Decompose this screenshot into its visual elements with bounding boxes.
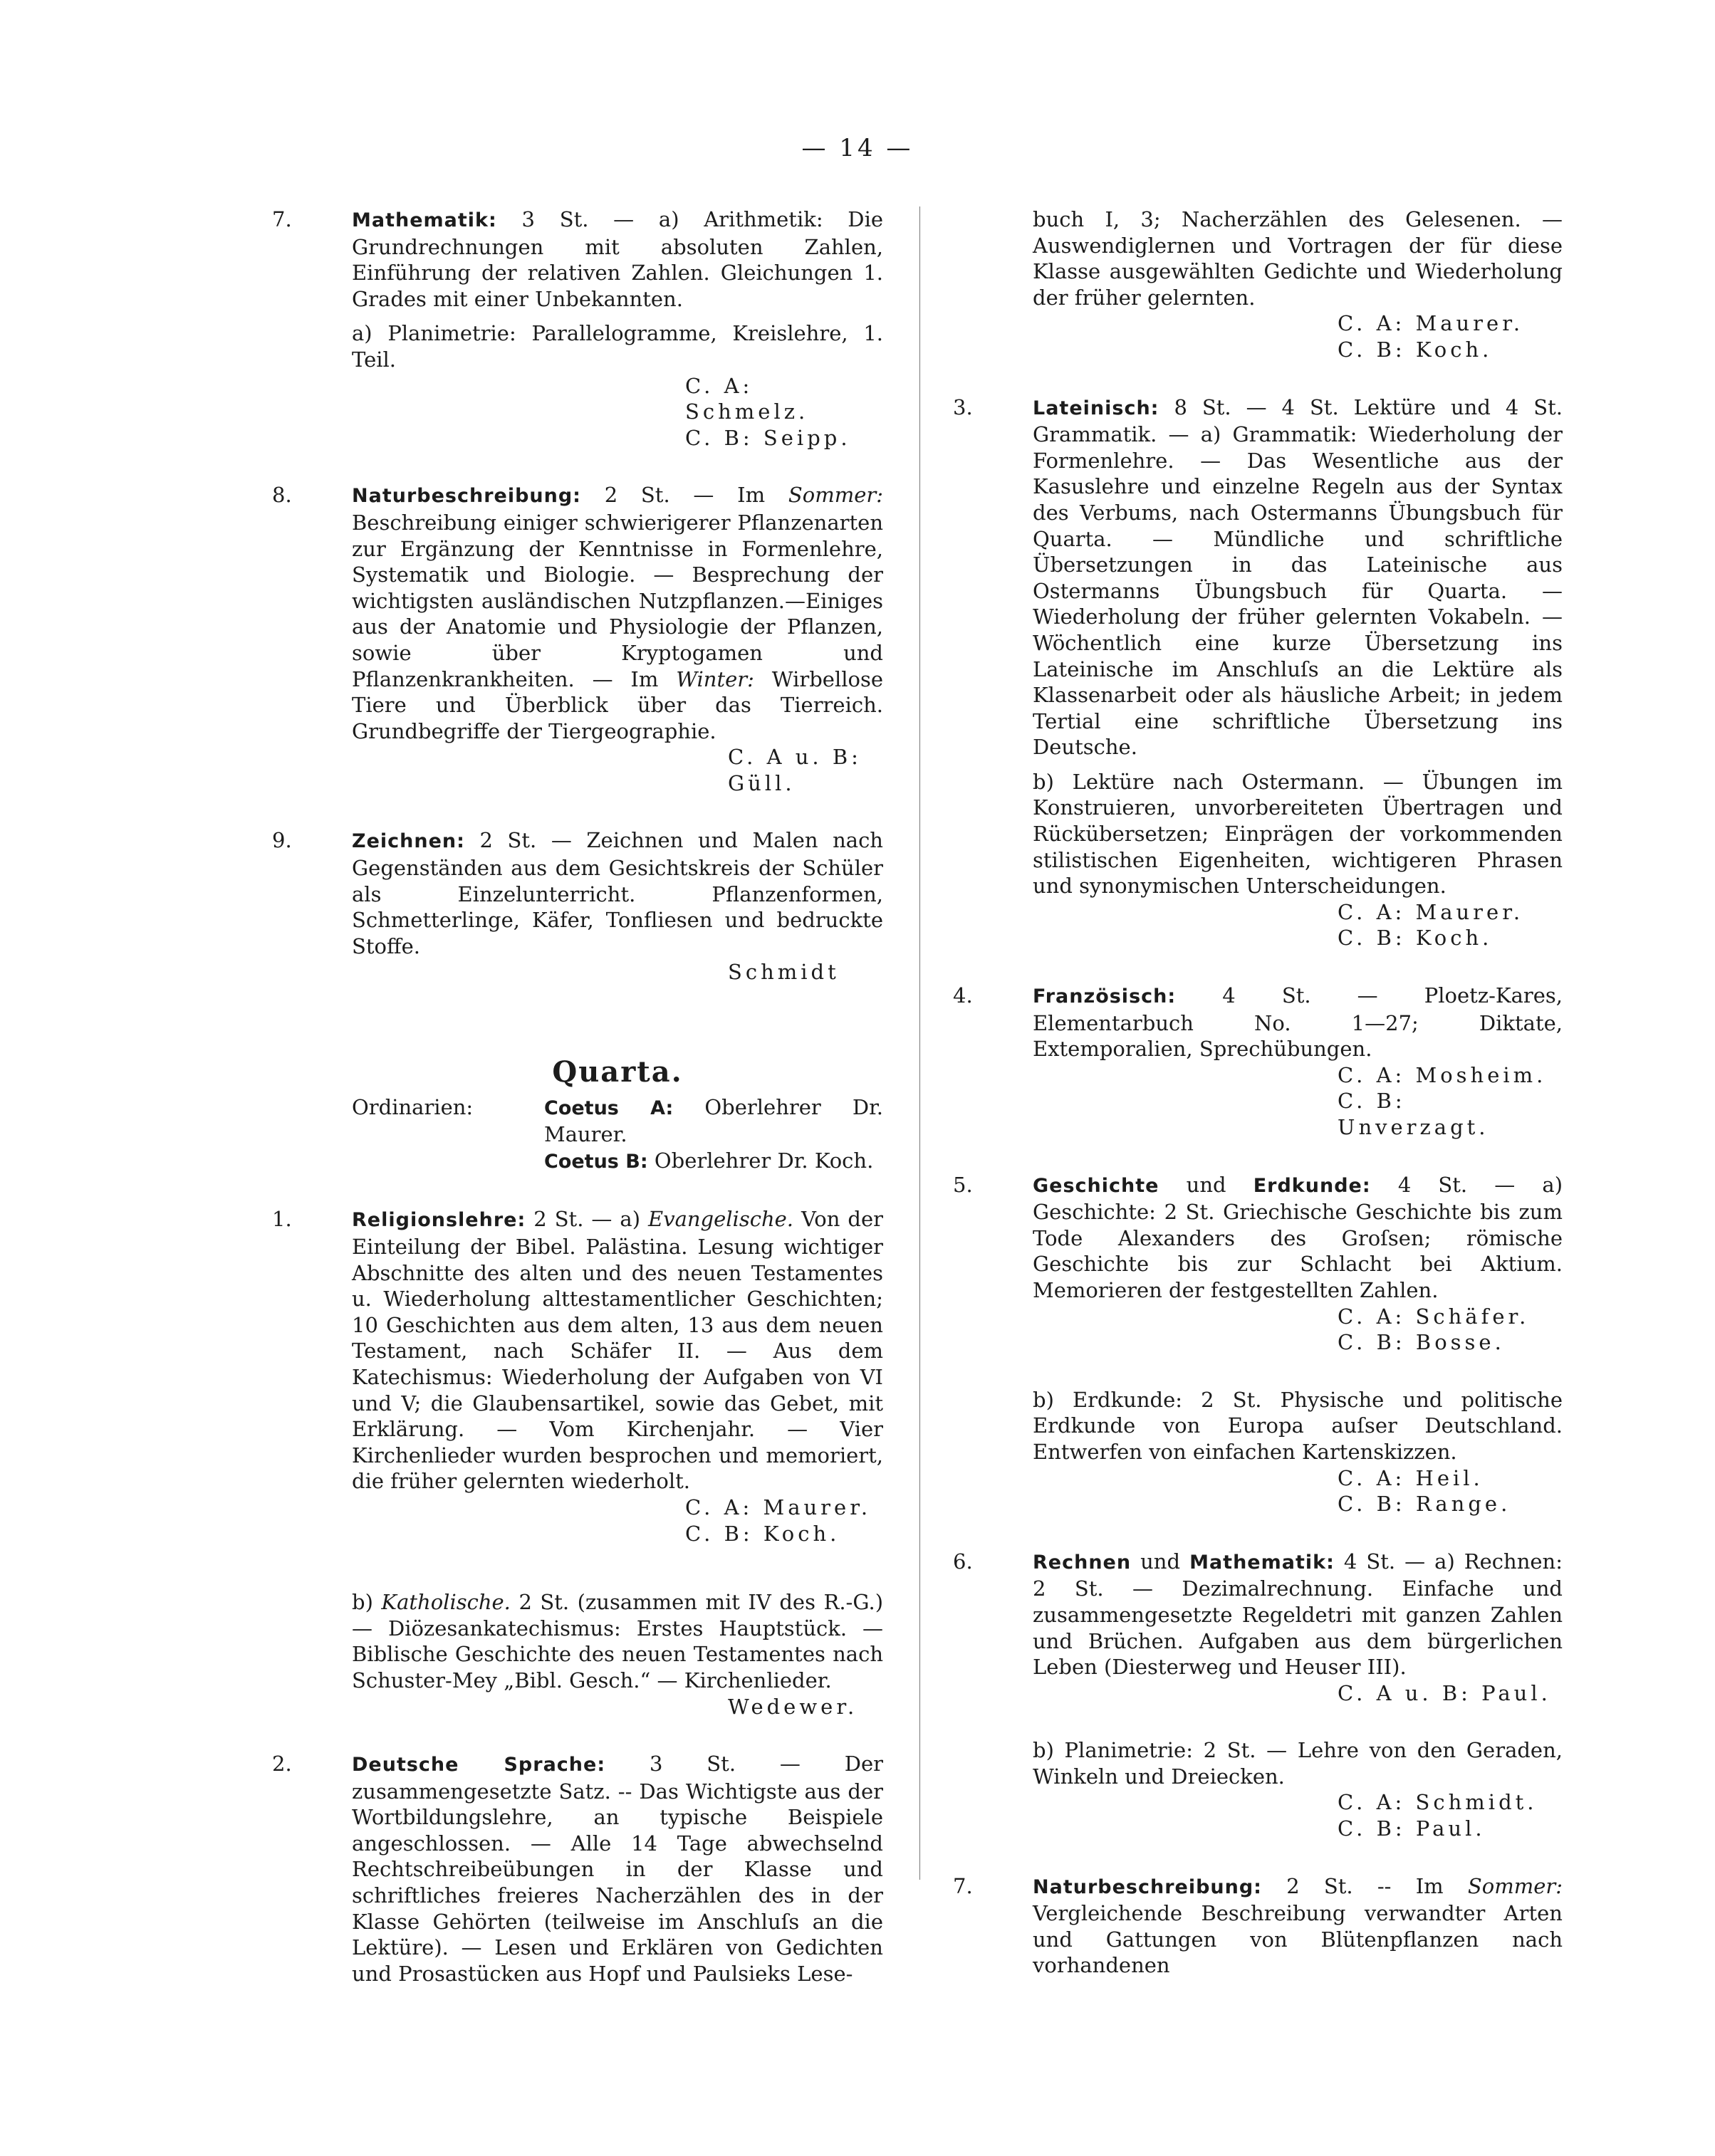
- subject-heading: Deutsche Sprache:: [352, 1754, 606, 1776]
- ordinarien-label: Ordinarien:: [352, 1094, 474, 1119]
- section-title: Quarta.: [552, 1055, 683, 1089]
- item-number: 1.: [272, 1207, 292, 1232]
- subject-text: 4 St. — a) Geschichte: 2 St. Griechische Geschichte bis zum Tode Alexanders des Groſsen; römische Geschichte bis zur Schlacht bei Aktium. Memorieren der festgestellten Zahlen.: [1033, 1172, 1563, 1302]
- denomination-label: Evangelische.: [648, 1207, 794, 1232]
- teacher-signature: C. A: Maurer.: [1338, 311, 1524, 336]
- subject-text: 3 St. — Der zusammengesetzte Satz. -- Das Wichtigste aus der Wortbildungslehre, an typische Beispiele angeschlossen. — Alle 14 Tage abwechselnd Rechtschreibeübungen in der Klasse und schriftliches freieres Nacherzählen des in der Klasse Gehörten (teilweise im Anschluſs an die Lektüre). — Lesen und Erklären von Gedichten und Prosastücken aus Hopf und Paulsieks Lese-: [352, 1752, 884, 1986]
- left-column: [272, 206, 883, 1987]
- subject-text: und: [1140, 1549, 1181, 1574]
- teacher-signature: Schmidt: [728, 960, 840, 985]
- subject-text: Vergleichende Beschreibung verwandter Arten und Gattungen von Blütenpflanzen nach vorhandenen: [1033, 1901, 1563, 1978]
- subject-text: 8 St. — 4 St. Lektüre und 4 St. Grammatik. — a) Grammatik: Wiederholung der Formenlehre. — Das Wesentliche aus der Kasuslehre und einzelne Regeln aus der Syntax des Verbums, nach Ostermanns Übungsbuch für Quarta. — Mündliche und schriftliche Übersetzungen in das Lateinische aus Ostermanns Übungsbuch für Quarta. — Wiederholung der früher gelernten Vokabeln. — Wöchentlich eine kurze Übersetzung ins Lateinische im Anschluſs an die Lektüre als Klassenarbeit oder als häusliche Arbeit; in jedem Tertial eine schriftliche Übersetzung ins Deutsche.: [1033, 394, 1563, 760]
- item-number: 6.: [953, 1549, 973, 1574]
- teacher-signature: C. A: Heil.: [1338, 1465, 1484, 1490]
- item-number: 7.: [272, 207, 292, 231]
- section-rechnen-mathematik: [953, 1549, 1563, 1680]
- subject-text: 3 St. — a) Arithmetik: Die Grundrechnungen mit absoluten Zahlen, Einführung der relativen Zahlen. Gleichungen 1. Grades mit einer Unbekannten.: [352, 207, 884, 311]
- teacher-signature: C. A: Mosheim.: [1338, 1062, 1547, 1087]
- item-number: 4.: [953, 983, 973, 1008]
- subject-text: 2 St. — Zeichnen und Malen nach Gegenständen aus dem Gesichtskreis der Schüler als Einzelunterricht. Pflanzenformen, Schmetterlinge, Käfer, Tonfliesen und bedruckte Stoffe.: [352, 828, 883, 958]
- subject-heading: Französisch:: [1033, 985, 1177, 1008]
- teacher-signature: C. B: Unverzagt.: [1338, 1089, 1489, 1139]
- continued-text: buch I, 3; Nacherzählen des Gelesenen. — Auswendiglernen und Vortragen der für diese Klasse ausgewählten Gedichte und Wiederholung der früher gelernten.: [1033, 207, 1563, 310]
- subject-text: 2 St. — a): [533, 1207, 641, 1232]
- subject-text: 2 St. -- Im: [1286, 1873, 1444, 1898]
- teacher-signature: C. B: Bosse.: [1338, 1330, 1505, 1355]
- ordinarien-row: [272, 1148, 883, 1176]
- subject-heading: Erdkunde:: [1253, 1174, 1371, 1197]
- subject-heading: Lateinisch:: [1033, 397, 1159, 419]
- teacher-signature: C. A: Schäfer.: [1338, 1304, 1530, 1329]
- section-naturbeschreibung: [272, 482, 883, 744]
- section-lateinisch: [953, 394, 1563, 760]
- item-number: 5.: [953, 1172, 973, 1197]
- subject-text: b): [352, 1590, 373, 1615]
- subsection-text: b) Lektüre nach Ostermann. — Übungen im Konstruieren, unvorbereiteten Übertragen und Rückübersetzen; Einprägen der vorkommenden stilistischen Eigenheiten, wichtigeren Phrasen und synonymischen Unterscheidungen.: [1033, 769, 1563, 899]
- subject-heading: Mathematik:: [352, 209, 497, 231]
- subject-text: Beschreibung einiger schwierigerer Pflanzenarten zur Ergänzung der Kenntnisse in Formenlehre, Systematik und Biologie. — Besprechung der wichtigsten ausländischen Nutzpflanzen.—Einiges aus der Anatomie und Physiologie der Pflanzen, sowie über Kryptogamen und Pflanzenkrankheiten. — Im: [352, 510, 883, 691]
- item-number: 7.: [953, 1873, 973, 1898]
- subject-heading: Zeichnen:: [352, 830, 465, 853]
- subject-heading: Naturbeschreibung:: [352, 485, 581, 508]
- subject-text: Von der Einteilung der Bibel. Palästina. Lesung wichtiger Abschnitte des alten und des neuen Testamentes u. Wiederholung alttestamentlicher Geschichten; 10 Geschichten aus dem alten, 13 aus dem neuen Testament, nach Schäfer II. — Aus dem Katechismus: Wiederholung der Aufgaben von VI und V; die Glaubensartikel, sowie das Gebet, mit Erklärung. — Vom Kirchenjahr. — Vier Kirchenlieder wurden besprochen und memoriert, die früher gelernten wiederholt.: [352, 1207, 884, 1494]
- coetus-teacher: Oberlehrer Dr. Koch.: [654, 1148, 874, 1173]
- teacher-signature: C. B: Koch.: [685, 1521, 840, 1546]
- section-franzoesisch: [953, 983, 1563, 1062]
- subsection-katholisch: [272, 1589, 883, 1693]
- teacher-signature: C. A: Schmidt.: [1338, 1790, 1538, 1815]
- coetus-teacher: Oberlehrer Dr. Maurer.: [544, 1094, 883, 1147]
- season-label: Sommer:: [788, 483, 883, 508]
- season-label: Sommer:: [1467, 1873, 1563, 1898]
- item-number: 3.: [953, 394, 973, 419]
- teacher-signature: C. B: Koch.: [1338, 337, 1493, 362]
- section-zeichnen: [272, 827, 883, 959]
- teacher-signature: Wedewer.: [728, 1694, 858, 1719]
- quarta-section: [272, 1055, 883, 1175]
- teacher-signature: C. A: Maurer.: [685, 1495, 872, 1519]
- subject-text: und: [1186, 1172, 1226, 1197]
- subject-text: 2 St. (zusammen mit IV des R.-G.) — Diözesankatechismus: Erstes Hauptstück. — Biblische Geschichte des neuen Testamentes nach Schuster-Mey „Bibl. Gesch.“ — Kirchenlieder.: [352, 1590, 884, 1692]
- subsection-text: a) Planimetrie: Parallelogramme, Kreislehre, 1. Teil.: [352, 321, 883, 372]
- subject-heading: Naturbeschreibung:: [1033, 1875, 1262, 1898]
- item-number: 8.: [272, 483, 292, 508]
- teacher-signature: C. B: Seipp.: [685, 425, 851, 450]
- season-label: Winter:: [676, 666, 754, 691]
- section-geschichte-erdkunde: [953, 1172, 1563, 1304]
- column-divider: [919, 206, 920, 1880]
- subject-text: 2 St. — Im: [604, 483, 766, 508]
- teacher-signature: C. A u. B: Paul.: [1338, 1680, 1551, 1705]
- teacher-signature: C. A: Schmelz.: [685, 373, 809, 424]
- coetus-label: Coetus B:: [544, 1150, 648, 1173]
- subject-heading: Mathematik:: [1189, 1551, 1335, 1574]
- section-mathematik: [272, 206, 883, 312]
- page-number: — 14 —: [801, 134, 914, 162]
- item-number: 2.: [272, 1752, 292, 1776]
- subject-heading: Rechnen: [1033, 1551, 1132, 1574]
- teacher-signature: C. B: Range.: [1338, 1492, 1511, 1517]
- teacher-signature: C. B: Koch.: [1338, 926, 1493, 951]
- ordinarien-row: [272, 1094, 883, 1148]
- right-column: [953, 206, 1563, 1979]
- section-deutsche-sprache: [272, 1751, 883, 1987]
- coetus-label: Coetus A:: [544, 1097, 674, 1119]
- subject-heading: Geschichte: [1033, 1174, 1159, 1197]
- item-number: 9.: [272, 828, 292, 853]
- subject-text: 4 St. — Ploetz-Kares, Elementarbuch No. 1—27; Diktate, Extemporalien, Sprechübungen.: [1033, 983, 1563, 1062]
- denomination-label: Katholische.: [381, 1590, 511, 1615]
- teacher-signature: C. A u. B: Güll.: [728, 745, 862, 795]
- section-religionslehre: [272, 1206, 883, 1495]
- subsection-text: b) Planimetrie: 2 St. — Lehre von den Geraden, Winkeln und Dreiecken.: [1033, 1738, 1563, 1789]
- teacher-signature: C. A: Maurer.: [1338, 899, 1524, 924]
- subject-heading: Religionslehre:: [352, 1209, 526, 1232]
- subsection-text: b) Erdkunde: 2 St. Physische und politische Erdkunde von Europa auſser Deutschland. Entwerfen von einfachen Kartenskizzen.: [1033, 1387, 1563, 1464]
- subject-text: 4 St. — a) Rechnen: 2 St. — Dezimalrechnung. Einfache und zusammengesetzte Regeldetri mit ganzen Zahlen und Brüchen. Aufgaben aus dem bürgerlichen Leben (Diesterweg und Heuser III).: [1033, 1549, 1563, 1680]
- subject-text: Wirbellose Tiere und Überblick über das Tierreich. Grundbegriffe der Tiergeographie.: [352, 666, 883, 743]
- section-naturbeschreibung-quarta: [953, 1873, 1563, 1979]
- teacher-signature: C. B: Paul.: [1338, 1816, 1486, 1841]
